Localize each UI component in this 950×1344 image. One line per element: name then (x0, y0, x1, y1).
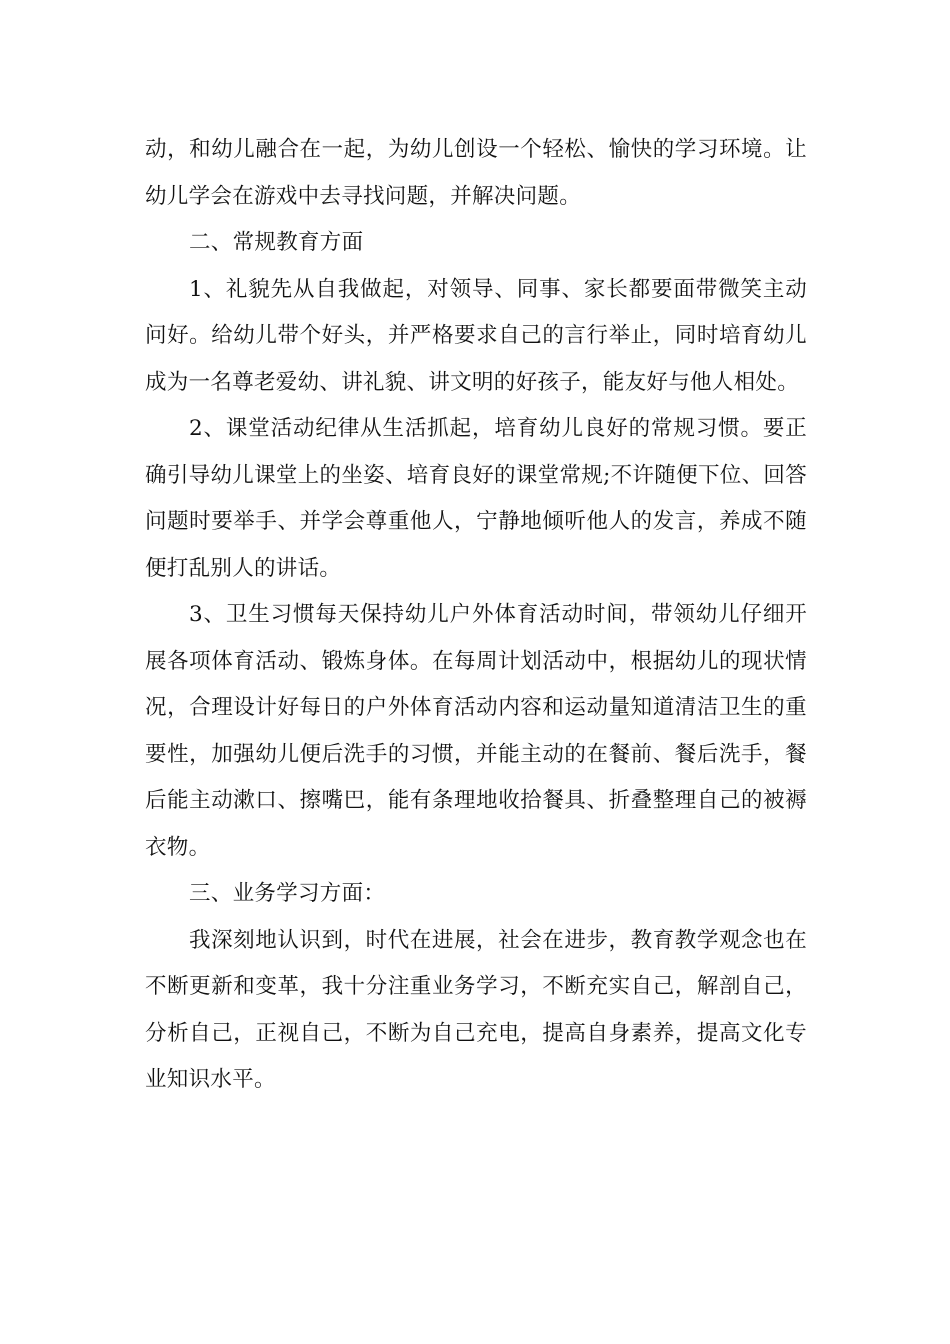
section-heading-professional-study: 三、业务学习方面： (189, 881, 386, 906)
document-body (145, 127, 807, 1104)
section-heading-routine-education: 二、常规教育方面 (189, 230, 364, 255)
paragraph-hygiene-habits: 3、卫生习惯每天保持幼儿户外体育活动时间，带领幼儿仔细开展各项体育活动、锻炼身体。在每周计划活动中，根据幼儿的现状情况，合理设计好每日的户外体育活动内容和运动量知道清洁卫生的重要性，加强幼儿便后洗手的习惯，并能主动的在餐前、餐后洗手，餐后能主动漱口、擦嘴巴，能有条理地收拾餐具、折叠整理自己的被褥衣物。 (145, 602, 807, 860)
paragraph-professional-study: 我深刻地认识到，时代在进展，社会在进步，教育教学观念也在不断更新和变革，我十分注重业务学习，不断充实自己，解剖自己，分析自己，正视自己，不断为自己充电，提高自身素养，提高文化专业知识水平。 (145, 927, 807, 1092)
paragraph-politeness: 1、礼貌先从自我做起，对领导、同事、家长都要面带微笑主动问好。给幼儿带个好头，并严格要求自己的言行举止，同时培育幼儿成为一名尊老爱幼、讲礼貌、讲文明的好孩子，能友好与他人相处。 (145, 276, 807, 395)
paragraph-continuation: 动，和幼儿融合在一起，为幼儿创设一个轻松、愉快的学习环境。让幼儿学会在游戏中去寻找问题，并解决问题。 (145, 137, 807, 209)
paragraph-classroom-discipline: 2、课堂活动纪律从生活抓起，培育幼儿良好的常规习惯。要正确引导幼儿课堂上的坐姿、培育良好的课堂常规;不许随便下位、回答问题时要举手、并学会尊重他人，宁静地倾听他人的发言，养成不随便打乱别人的讲话。 (145, 416, 807, 581)
